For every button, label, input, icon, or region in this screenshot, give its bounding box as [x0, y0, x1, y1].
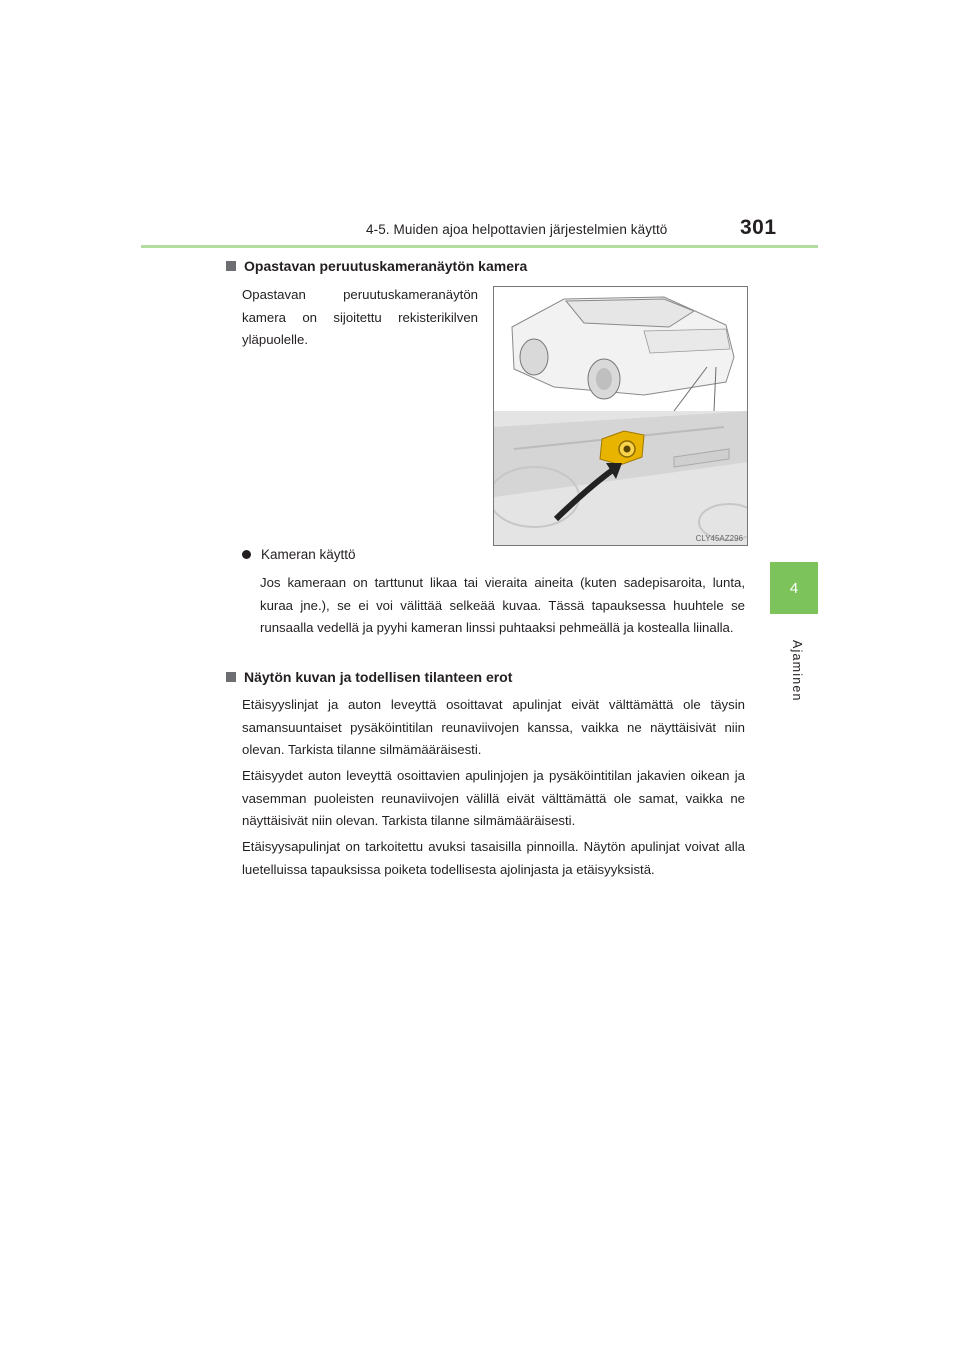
section-title: 4-5. Muiden ajoa helpottavien järjestelmien käyttö [366, 222, 668, 237]
header-divider [141, 245, 818, 248]
section-heading-text: Näytön kuvan ja todellisen tilanteen erot [244, 669, 513, 685]
chapter-number: 4 [789, 579, 799, 597]
camera-location-figure [493, 286, 748, 546]
chapter-tab [770, 562, 818, 614]
camera-intro-text: Opastavan peruutuskameranäytön kamera on sijoitettu rekisterikilven yläpuolelle. [242, 287, 478, 347]
car-camera-illustration [494, 287, 748, 546]
page-number: 301 [740, 216, 777, 239]
differences-paragraph-3: Etäisyysapulinjat on tarkoitettu avuksi tasaisilla pinnoilla. Näytön apulinjat voivat alla luetelluissa tapauksissa poiketa todellisesta ajolinjasta ja etäisyyksistä. [242, 839, 745, 877]
square-bullet-icon [226, 672, 236, 682]
section-heading-differences [226, 669, 512, 685]
square-bullet-icon [226, 261, 236, 271]
round-bullet-icon [242, 550, 251, 559]
bullet-heading-text: Kameran käyttö [261, 547, 356, 562]
figure-code: CLY45AZ296 [695, 534, 743, 543]
section-heading-camera [226, 258, 527, 274]
camera-use-text: Jos kameraan on tarttunut likaa tai vieraita aineita (kuten sadepisaroita, lunta, kuraa jne.), se ei voi välittää selkeää kuvaa. Tässä tapauksessa huuhtele se runsaalla vedellä ja pyyhi kameran linssi puhtaaksi pehmeällä ja kostealla liinalla. [260, 575, 745, 635]
differences-paragraph-2: Etäisyydet auton leveyttä osoittavien apulinjojen ja pysäköintitilan jakavien oikean ja vasemman puoleisten reunaviivojen välillä eivät välttämättä ole samat, vaikka ne näyttäisivät niin olevan. Tarkista tilanne silmämääräisesti. [242, 768, 745, 828]
differences-paragraph-1: Etäisyyslinjat ja auton leveyttä osoittavat apulinjat eivät välttämättä ole täysin samansuuntaiset pysäköintitilan reunaviivojen kanssa, vaikka ne näyttäisivät niin olevan. Tarkista tilanne silmämääräisesti. [242, 697, 745, 757]
bullet-heading-camera-use [242, 547, 356, 562]
section-heading-text: Opastavan peruutuskameranäytön kamera [244, 258, 528, 274]
chapter-label: Ajaminen [790, 640, 804, 702]
